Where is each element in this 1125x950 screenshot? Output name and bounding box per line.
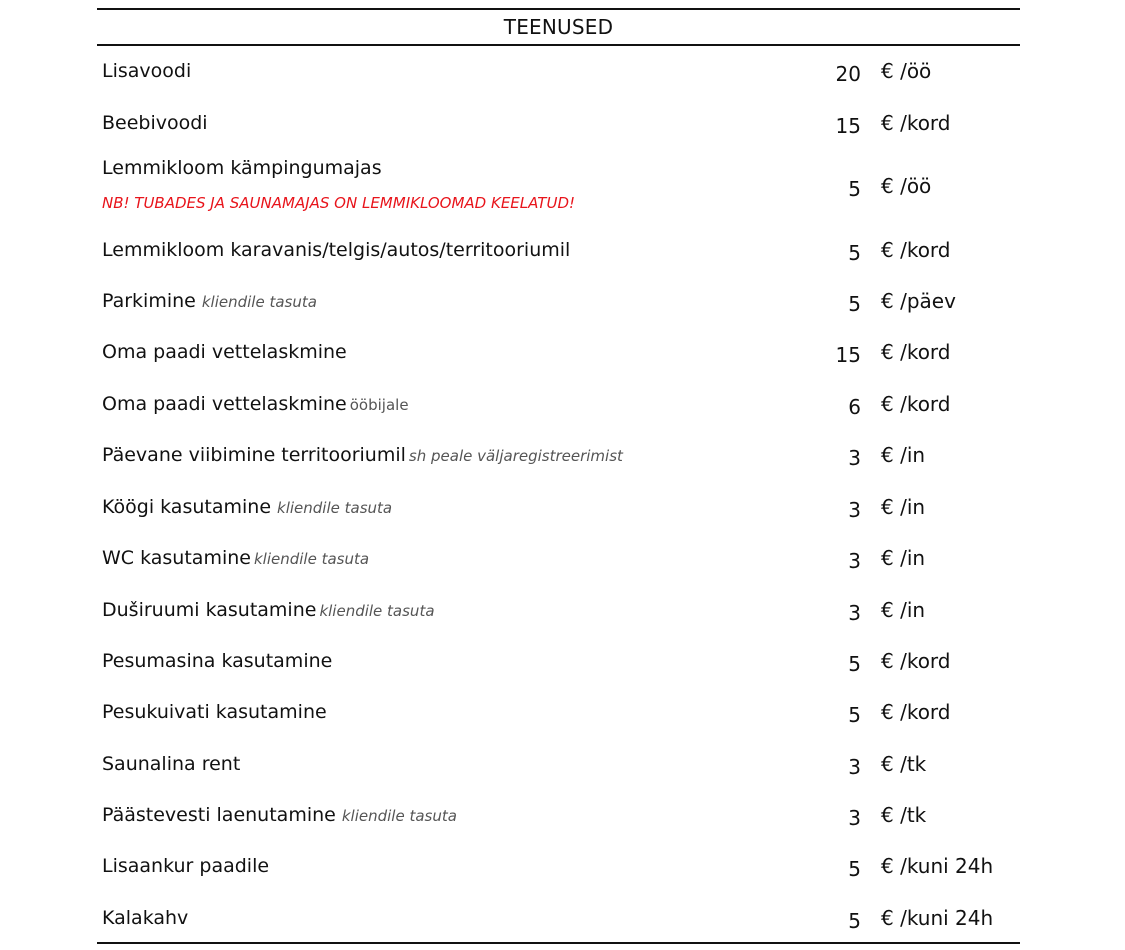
- service-price: 5: [848, 857, 861, 881]
- service-price: 5: [848, 652, 861, 676]
- table-top-rule: [97, 8, 1020, 10]
- service-price: 3: [848, 601, 861, 625]
- service-price: 3: [848, 755, 861, 779]
- service-unit: € /in: [881, 443, 926, 467]
- service-unit: € /kuni 24h: [881, 854, 994, 878]
- service-unit: € /kord: [881, 392, 951, 416]
- service-unit: € /kord: [881, 700, 951, 724]
- service-note: kliendile tasuta: [341, 807, 457, 825]
- service-name: Pesumasina kasutamine: [102, 650, 333, 672]
- service-name: Lisavoodi: [102, 60, 192, 82]
- service-price: 3: [848, 806, 861, 830]
- service-unit: € /kord: [881, 649, 951, 673]
- service-name: Duširuumi kasutamine kliendile tasuta: [102, 599, 435, 621]
- service-row: [97, 749, 1020, 779]
- service-note: ööbijale: [349, 396, 409, 414]
- service-row: [97, 543, 1020, 573]
- service-unit: € /in: [881, 546, 926, 570]
- service-name: Lisaankur paadile: [102, 855, 270, 877]
- service-price: 3: [848, 498, 861, 522]
- service-unit: € /kord: [881, 111, 951, 135]
- service-price: 5: [848, 177, 861, 201]
- service-unit: € /kord: [881, 238, 951, 262]
- service-name: Saunalina rent: [102, 753, 241, 775]
- service-note: kliendile tasuta: [319, 602, 435, 620]
- pet-warning-note: NB! TUBADES JA SAUNAMAJAS ON LEMMIKLOOMAD KEELATUD!: [102, 194, 576, 212]
- service-name: Parkimine kliendile tasuta: [102, 290, 317, 312]
- service-row: [97, 56, 1020, 86]
- service-unit: € /öö: [881, 174, 932, 198]
- service-price: 5: [848, 909, 861, 933]
- service-name: Päästevesti laenutamine kliendile tasuta: [102, 804, 457, 826]
- service-price: 20: [835, 62, 861, 86]
- service-name: Lemmikloom kämpingumajas: [102, 157, 382, 179]
- service-note: sh peale väljaregistreerimist: [408, 447, 623, 465]
- service-unit: € /in: [881, 598, 926, 622]
- service-price: 3: [848, 446, 861, 470]
- service-name: WC kasutamine kliendile tasuta: [102, 547, 370, 569]
- service-unit: € /päev: [881, 289, 956, 313]
- service-unit: € /öö: [881, 59, 932, 83]
- service-row: [97, 286, 1020, 316]
- service-unit: € /kord: [881, 340, 951, 364]
- service-price: 15: [835, 114, 861, 138]
- service-name: Kalakahv: [102, 907, 189, 929]
- service-unit: € /tk: [881, 803, 927, 827]
- service-name: Oma paadi vettelaskmine: [102, 341, 347, 363]
- service-row: [97, 646, 1020, 676]
- service-price: 3: [848, 549, 861, 573]
- service-row: [97, 235, 1020, 265]
- service-unit: € /tk: [881, 752, 927, 776]
- service-price: 5: [848, 292, 861, 316]
- service-unit: € /kuni 24h: [881, 906, 994, 930]
- service-row: [97, 697, 1020, 727]
- service-price: 6: [848, 395, 861, 419]
- service-name: Pesukuivati kasutamine: [102, 701, 327, 723]
- service-price: 15: [835, 343, 861, 367]
- service-price: 5: [848, 241, 861, 265]
- service-row: [97, 440, 1020, 470]
- service-unit: € /in: [881, 495, 926, 519]
- service-row: [97, 800, 1020, 830]
- service-row: [97, 153, 1020, 218]
- service-name: Päevane viibimine territooriumil sh peale väljaregistreerimist: [102, 444, 623, 466]
- service-row: [97, 389, 1020, 419]
- service-row: [97, 108, 1020, 138]
- table-bottom-rule: [97, 942, 1020, 944]
- header-rule: [97, 44, 1020, 46]
- service-note: kliendile tasuta: [201, 293, 317, 311]
- service-row: [97, 851, 1020, 881]
- service-name: Lemmikloom karavanis/telgis/autos/territooriumil: [102, 239, 571, 261]
- service-name: Beebivoodi: [102, 112, 208, 134]
- service-row: [97, 492, 1020, 522]
- table-title: TEENUSED: [503, 15, 614, 39]
- service-row: [97, 903, 1020, 933]
- service-note: kliendile tasuta: [253, 550, 370, 568]
- service-row: [97, 595, 1020, 625]
- service-name: Köögi kasutamine kliendile tasuta: [102, 496, 393, 518]
- service-price: 5: [848, 703, 861, 727]
- service-row: [97, 337, 1020, 367]
- service-name: Oma paadi vettelaskmine ööbijale: [102, 393, 409, 415]
- service-note: kliendile tasuta: [277, 499, 393, 517]
